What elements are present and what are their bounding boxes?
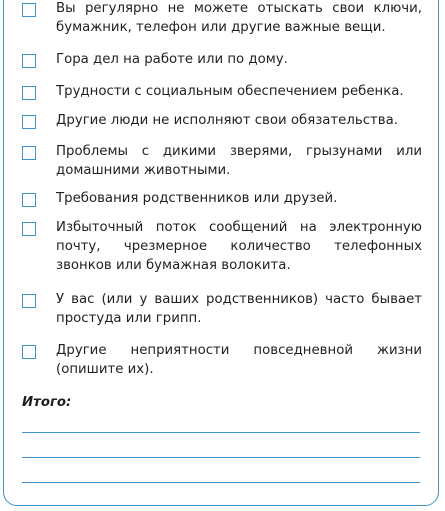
checklist-item-text: У вас (или у ваших родственников) часто бывает простуда или грипп. <box>56 292 422 326</box>
total-label: Итого: <box>22 395 72 410</box>
checklist-item-text: Трудности с социальным обеспечением ребенка. <box>56 84 404 99</box>
checklist-item-text: Гора дел на работе или по дому. <box>56 52 288 67</box>
checkbox[interactable] <box>22 115 36 129</box>
checkbox[interactable] <box>22 222 36 236</box>
checklist-item-text: Требования родственников или друзей. <box>56 191 338 206</box>
checkbox[interactable] <box>22 54 36 68</box>
checklist-item-text: Другие неприятности повседневной жизни (опишите их). <box>56 343 422 377</box>
checkbox[interactable] <box>22 345 36 359</box>
checkbox[interactable] <box>22 193 36 207</box>
answer-line[interactable] <box>22 457 420 458</box>
checkbox[interactable] <box>22 146 36 160</box>
answer-line[interactable] <box>22 482 420 483</box>
answer-line[interactable] <box>22 432 420 433</box>
checkbox[interactable] <box>22 294 36 308</box>
checkbox[interactable] <box>22 86 36 100</box>
checklist-item-text: Избыточный поток сообщений на электронную почту, чрезмерное количество телефонных звонков или бумажная волокита. <box>56 220 422 273</box>
checklist-item-text: Другие люди не исполняют свои обязательства. <box>56 113 398 128</box>
checklist-item-text: Вы регулярно не можете отыскать свои ключи, бумажник, телефон или другие важные вещи. <box>56 1 422 35</box>
checkbox[interactable] <box>22 3 36 17</box>
checklist-item-text: Проблемы с дикими зверями, грызунами или домашними животными. <box>56 144 422 178</box>
